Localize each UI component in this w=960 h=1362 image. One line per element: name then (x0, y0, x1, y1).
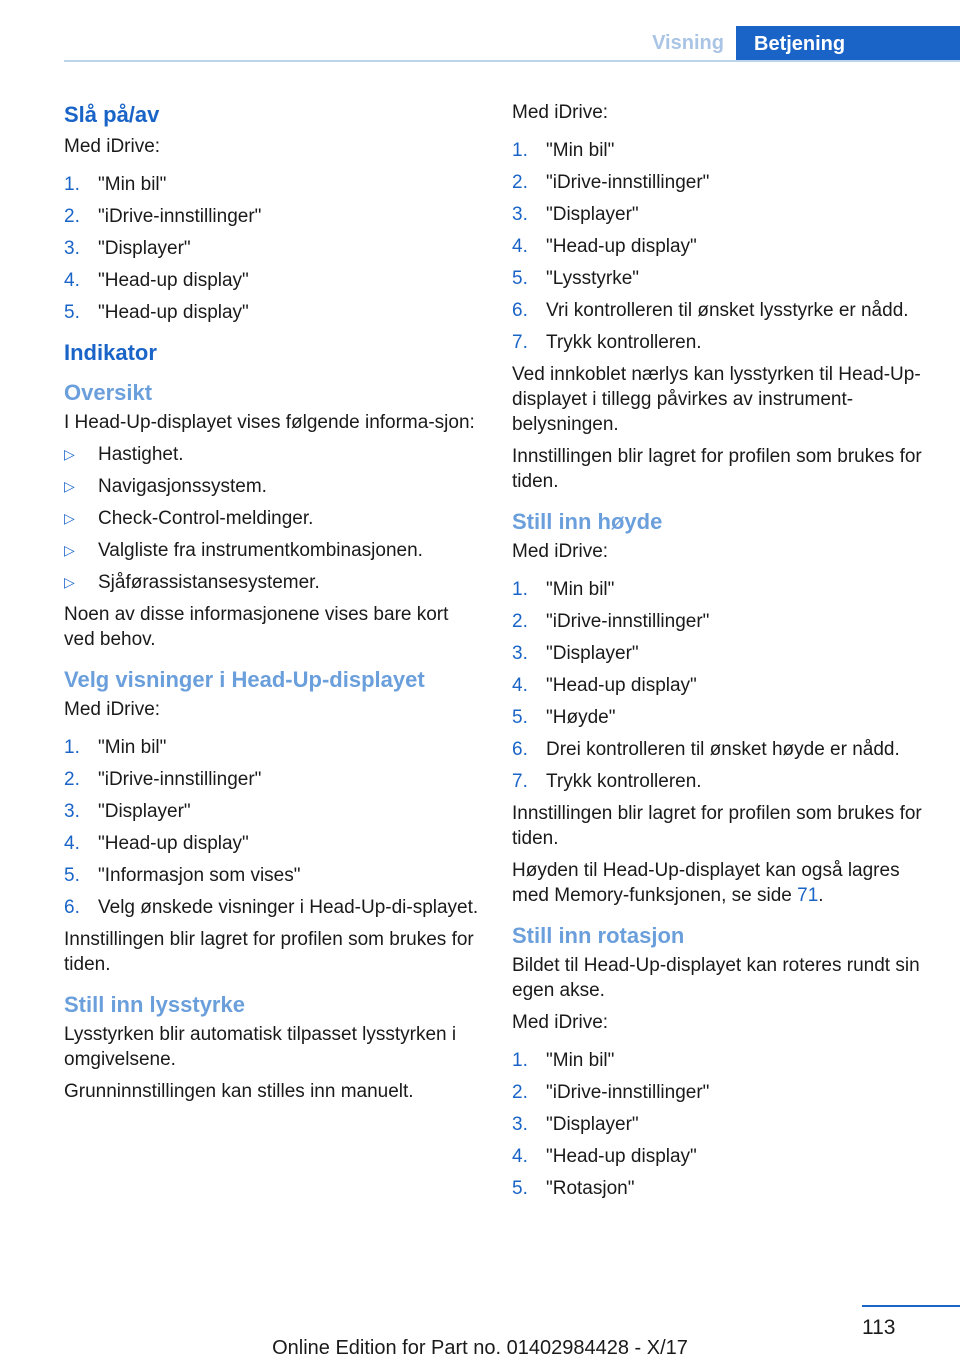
list-item (64, 799, 480, 824)
item-text: Sjåførassistansesystemer. (98, 572, 320, 593)
page-header (0, 0, 960, 62)
step-number: 7. (512, 332, 528, 353)
step-number: 4. (64, 270, 80, 291)
heading-oversikt: Oversikt (64, 380, 153, 405)
list-item (512, 1080, 936, 1105)
steps-list-lysstyrke (512, 138, 936, 355)
step-text: "Høyde" (546, 707, 616, 728)
step-number: 4. (64, 833, 80, 854)
step-number: 5. (64, 865, 80, 886)
paragraph: Innstillingen blir lagret for profilen som brukes for tiden. (64, 929, 474, 975)
steps-list-velg (64, 735, 480, 920)
list-item (64, 831, 480, 856)
step-number: 5. (512, 1178, 528, 1199)
step-number: 1. (64, 174, 80, 195)
list-item (512, 138, 936, 163)
list-item (64, 767, 480, 792)
step-text: "Displayer" (98, 238, 191, 259)
step-text: Drei kontrolleren til ønsket høyde er nådd. (546, 739, 900, 760)
step-text: "Displayer" (546, 1114, 639, 1135)
step-number: 2. (64, 769, 80, 790)
list-item (512, 170, 936, 195)
list-item (64, 268, 480, 293)
paragraph: Med iDrive: (64, 699, 161, 720)
list-item (512, 1112, 936, 1137)
paragraph: Innstillingen blir lagret for profilen som brukes for tiden. (512, 446, 922, 492)
step-number: 3. (64, 238, 80, 259)
list-item (512, 1144, 936, 1169)
step-text: "iDrive-innstillinger" (546, 611, 710, 632)
info-bullet-list (64, 442, 480, 595)
list-item (64, 735, 480, 760)
list-item (512, 1176, 936, 1201)
step-text: "Displayer" (98, 801, 191, 822)
item-text: Valgliste fra instrumentkombinasjonen. (98, 540, 423, 561)
step-number: 7. (512, 771, 528, 792)
steps-list-slaa (64, 172, 480, 325)
list-item (512, 609, 936, 634)
item-text: Check-Control-meldinger. (98, 508, 314, 529)
step-text: "Head-up display" (98, 270, 249, 291)
step-text: "Head-up display" (98, 302, 249, 323)
list-item (512, 673, 936, 698)
step-text: "Min bil" (546, 579, 615, 600)
list-item (64, 172, 480, 197)
step-text: "Min bil" (546, 1050, 615, 1071)
step-number: 1. (512, 140, 528, 161)
step-text: "Rotasjon" (546, 1178, 635, 1199)
step-number: 2. (512, 172, 528, 193)
step-number: 6. (512, 300, 528, 321)
list-item (512, 234, 936, 259)
triangle-bullet-icon: ▷ (64, 510, 75, 526)
list-item (64, 895, 480, 920)
heading-still-inn-lysstyrke: Still inn lysstyrke (64, 992, 245, 1017)
step-number: 3. (512, 643, 528, 664)
list-item (512, 705, 936, 730)
list-item (64, 442, 480, 467)
step-text: "Informasjon som vises" (98, 865, 301, 886)
paragraph: Med iDrive: (512, 541, 609, 562)
paragraph-memory (512, 858, 936, 908)
step-text: Velg ønskede visninger i Head-Up-di-splayet. (98, 897, 479, 918)
step-text: Vri kontrolleren til ønsket lysstyrke er nådd. (546, 300, 909, 321)
step-text: "iDrive-innstillinger" (98, 206, 262, 227)
list-item (64, 570, 480, 595)
step-text: "Head-up display" (98, 833, 249, 854)
step-text: "Lysstyrke" (546, 268, 640, 289)
paragraph: Med iDrive: (512, 1012, 609, 1033)
step-number: 3. (512, 204, 528, 225)
triangle-bullet-icon: ▷ (64, 446, 75, 462)
header-divider (64, 60, 960, 62)
step-number: 4. (512, 236, 528, 257)
step-text: "iDrive-innstillinger" (98, 769, 262, 790)
step-text: "iDrive-innstillinger" (546, 172, 710, 193)
step-number: 1. (512, 579, 528, 600)
page-number: 113 (862, 1316, 896, 1339)
heading-still-inn-rotasjon: Still inn rotasjon (512, 923, 685, 948)
page-link-71[interactable]: 71 (797, 885, 819, 906)
edition-footer: Online Edition for Part no. 01402984428 - X/17 (272, 1337, 688, 1359)
step-text: "Head-up display" (546, 236, 697, 257)
step-text: "Min bil" (546, 140, 615, 161)
paragraph: Bildet til Head-Up-displayet kan roteres rundt sin egen akse. (512, 955, 920, 1001)
triangle-bullet-icon: ▷ (64, 478, 75, 494)
paragraph: Grunninnstillingen kan stilles inn manuelt. (64, 1081, 414, 1102)
step-number: 4. (512, 1146, 528, 1167)
step-number: 2. (512, 1082, 528, 1103)
step-number: 4. (512, 675, 528, 696)
step-text: "iDrive-innstillinger" (546, 1082, 710, 1103)
heading-indikator: Indikator (64, 340, 157, 365)
step-number: 2. (64, 206, 80, 227)
list-item (512, 769, 936, 794)
list-item (512, 641, 936, 666)
paragraph: Med iDrive: (512, 102, 609, 123)
step-number: 5. (512, 707, 528, 728)
list-item (512, 1048, 936, 1073)
triangle-bullet-icon: ▷ (64, 542, 75, 558)
list-item (64, 863, 480, 888)
step-number: 2. (512, 611, 528, 632)
paragraph: Lysstyrken blir automatisk tilpasset lysstyrken i omgivelsene. (64, 1024, 457, 1070)
paragraph: Ved innkoblet nærlys kan lysstyrken til Head-Up-displayet i tillegg påvirkes av instrument-belysningen. (512, 364, 921, 435)
memory-text: Høyden til Head-Up-displayet kan også lagres med Memory-funksjonen, se side (512, 860, 900, 906)
list-item (512, 202, 936, 227)
list-item (64, 538, 480, 563)
memory-text-end: . (818, 885, 824, 906)
heading-slaa-paa-av: Slå på/av (64, 102, 160, 127)
step-text: "Min bil" (98, 737, 167, 758)
triangle-bullet-icon: ▷ (64, 574, 75, 590)
steps-list-rotasjon (512, 1048, 936, 1201)
heading-still-inn-hoyde: Still inn høyde (512, 509, 663, 534)
list-item (64, 474, 480, 499)
item-text: Hastighet. (98, 444, 184, 465)
list-item (64, 506, 480, 531)
step-text: "Displayer" (546, 643, 639, 664)
list-item (512, 737, 936, 762)
step-number: 6. (64, 897, 80, 918)
step-text: "Min bil" (98, 174, 167, 195)
footer-divider (862, 1305, 960, 1307)
step-text: Trykk kontrolleren. (546, 771, 702, 792)
list-item (512, 266, 936, 291)
step-number: 1. (64, 737, 80, 758)
list-item (512, 298, 936, 323)
step-text: "Displayer" (546, 204, 639, 225)
list-item (64, 300, 480, 325)
step-number: 1. (512, 1050, 528, 1071)
list-item (64, 204, 480, 229)
paragraph: Innstillingen blir lagret for profilen som brukes for tiden. (512, 803, 922, 849)
list-item (64, 236, 480, 261)
step-number: 6. (512, 739, 528, 760)
steps-list-hoyde (512, 577, 936, 794)
right-column (512, 100, 936, 1208)
step-text: Trykk kontrolleren. (546, 332, 702, 353)
step-number: 5. (64, 302, 80, 323)
paragraph: Med iDrive: (64, 136, 161, 157)
step-text: "Head-up display" (546, 1146, 697, 1167)
step-number: 3. (64, 801, 80, 822)
tab-betjening[interactable]: Betjening (736, 26, 960, 62)
paragraph: I Head-Up-displayet vises følgende informa-sjon: (64, 412, 475, 433)
item-text: Navigasjonssystem. (98, 476, 267, 497)
heading-velg-visninger: Velg visninger i Head-Up-displayet (64, 667, 425, 692)
paragraph: Noen av disse informasjonene vises bare kort ved behov. (64, 604, 449, 650)
tab-visning[interactable]: Visning (652, 31, 724, 54)
left-column (64, 100, 480, 1111)
list-item (512, 577, 936, 602)
step-number: 3. (512, 1114, 528, 1135)
step-number: 5. (512, 268, 528, 289)
list-item (512, 330, 936, 355)
step-text: "Head-up display" (546, 675, 697, 696)
